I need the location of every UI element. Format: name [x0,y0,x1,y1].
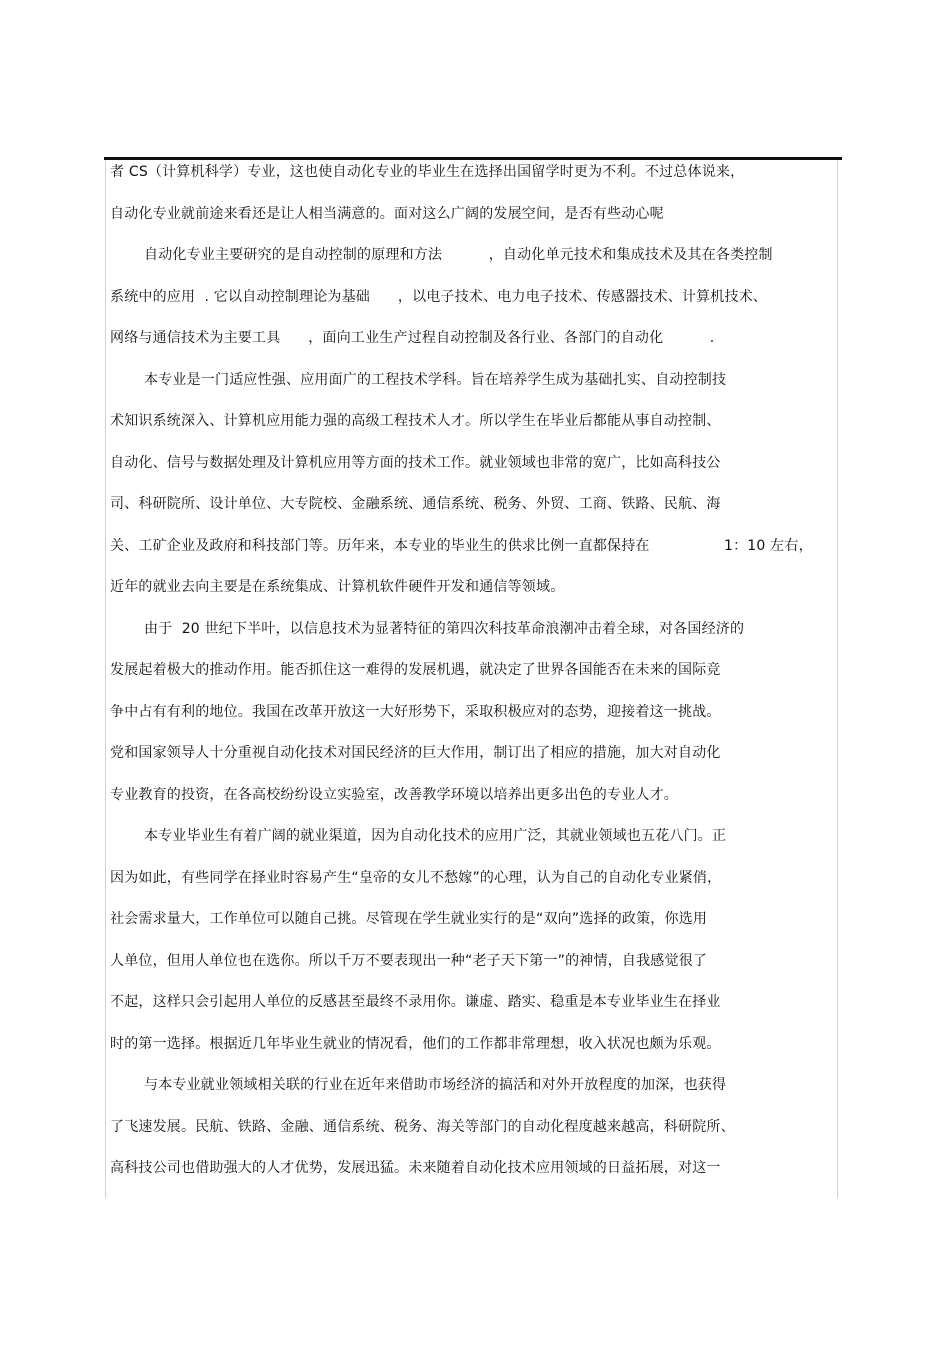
text-line: 术知识系统深入、计算机应用能力强的高级工程技术人才。所以学生在毕业后都能从事自动控制、 [110,413,721,429]
text-line: 发展起着极大的推动作用。能否抓住这一难得的发展机遇，就决定了世界各国能否在未来的国际竞 [110,662,721,678]
text-line: 社会需求量大，工作单位可以随自己挑。尽管现在学生就业实行的是“双向”选择的政策，你选用 [110,911,708,927]
paragraph-first-line: 自动化专业主要研究的是自动控制的原理和方法 ，自动化单元技术和集成技术及其在各类控制 [144,247,773,263]
text-line: 网络与通信技术为主要工具 ，面向工业生产过程自动控制及各行业、各部门的自动化 . [110,330,715,346]
paragraph-first-line: 与本专业就业领域相关联的行业在近年来借助市场经济的搞活和对外开放程度的加深，也获得 [144,1077,727,1093]
text-line: 近年的就业去向主要是在系统集成、计算机软件硬件开发和通信等领域。 [110,579,565,595]
text-line: 系统中的应用 . 它以自动控制理论为基础 ，以电子技术、电力电子技术、传感器技术、计算机技术、 [110,288,768,305]
text-line: 自动化、信号与数据处理及计算机应用等方面的技术工作。就业领域也非常的宽广，比如高科技公 [110,454,721,471]
left-margin-rule [105,160,106,1198]
text-line: 时的第一选择。根据近几年毕业生就业的情况看，他们的工作都非常理想，收入状况也颇为乐观。 [110,1035,721,1052]
text-line: 司、科研院所、设计单位、大专院校、金融系统、通信系统、税务、外贸、工商、铁路、民航、海 [110,496,721,512]
paragraph-first-line: 本专业毕业生有着广阔的就业渠道，因为自动化技术的应用广泛，其就业领域也五花八门。正 [144,828,727,844]
text-line: 争中占有有利的地位。我国在改革开放这一大好形势下，采取积极应对的态势，迎接着这一挑战。 [110,703,721,720]
text-line: 党和国家领导人十分重视自动化技术对国民经济的巨大作用，制订出了相应的措施，加大对自动化 [110,745,721,761]
text-line: 人单位，但用人单位也在选你。所以千万不要表现出一种“老子天下第一”的神情，自我感觉很了 [110,952,708,969]
paragraph-first-line: 本专业是一门适应性强、应用面广的工程技术学科。旨在培养学生成为基础扎实、自动控制技 [144,371,727,388]
text-line: 不起，这样只会引起用人单位的反感甚至最终不录用你。谦虚、踏实、稳重是本专业毕业生在择业 [110,994,721,1010]
paragraph-first-line: 由于 20 世纪下半叶，以信息技术为显著特征的第四次科技革命浪潮冲击着全球，对各国经济的 [144,620,745,637]
text-line: 了飞速发展。民航、铁路、金融、通信系统、税务、海关等部门的自动化程度越来越高，科研院所、 [110,1118,735,1135]
text-line: 高科技公司也借助强大的人才优势，发展迅猛。未来随着自动化技术应用领域的日益拓展，对这一 [110,1160,721,1176]
text-line: 关、工矿企业及政府和科技部门等。历年来，本专业的毕业生的供求比例一直都保持在 1：10 左右， [110,537,813,554]
text-line: 因为如此，有些同学在择业时容易产生“皇帝的女儿不愁嫁”的心理，认为自己的自动化专业紧俏， [110,869,722,886]
text-line: 专业教育的投资，在各高校纷纷设立实验室，改善教学环境以培养出更多出色的专业人才。 [110,786,678,803]
text-line: 者 CS（计算机科学）专业，这也使自动化专业的毕业生在选择出国留学时更为不利。不过总体说来， [110,164,745,180]
text-line: 自动化专业就前途来看还是让人相当满意的。面对这么广阔的发展空间，是否有些动心呢 [110,205,664,222]
header-rule [104,157,842,160]
right-margin-rule [837,160,838,1198]
